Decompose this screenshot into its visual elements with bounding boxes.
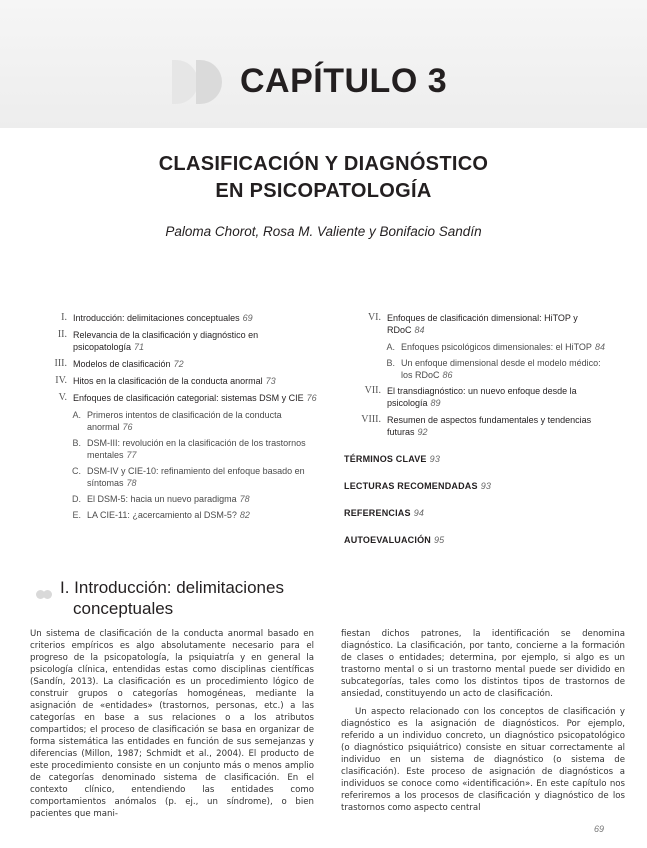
toc-item-text: DSM-III: revolución en la clasificación de los trastornos mentales (87, 438, 306, 460)
toc-item-page: 84 (594, 342, 605, 352)
toc-item-number: V. (58, 392, 67, 403)
toc-item-page: 73 (265, 376, 276, 386)
toc-item-text: Introducción: delimitaciones conceptuales (73, 313, 240, 323)
toc-item-page: 86 (442, 370, 453, 380)
toc-right (344, 312, 614, 561)
section-heading-line2: conceptuales (73, 599, 174, 618)
toc-heading-page: 94 (413, 508, 425, 518)
page-number: 69 (594, 824, 605, 834)
toc-heading-text: TÉRMINOS CLAVE (344, 454, 427, 464)
toc-item-text: LA CIE-11: ¿acercamiento al DSM-5? (87, 510, 237, 520)
toc-item-number: III. (54, 358, 67, 369)
chapter-title-line2: EN PSICOPATOLOGÍA (215, 180, 432, 202)
toc-heading-page: 93 (480, 481, 492, 491)
toc-item-number: D. (72, 494, 81, 504)
toc-item-number: IV. (55, 375, 67, 386)
toc-item-page: 71 (134, 342, 145, 352)
toc-item (344, 385, 614, 409)
toc-item-text: Un enfoque dimensional desde el modelo médico: los RDoC (401, 358, 601, 380)
toc-item-text: Relevancia de la clasificación y diagnóstico en psicopatología (73, 330, 259, 352)
toc-item-number: B. (72, 438, 81, 448)
toc-item-number: A. (386, 342, 395, 352)
paragraph: Un aspecto relacionado con los conceptos de clasificación y diagnóstico es la asignación de diagnósticos. Por ejemplo, referido a un individuo concreto, un diagnóstico psicopatológico (o diagnóstico psiquiátrico) consiste en situar correctamente al individuo en un sistema de diagnóstico (o sistema de clasificación). Este proceso de asignación de diagnósticos a individuos se conoce como «identificación». En este capítulo nos referiremos a los procesos de clasificación y diagnóstico de los trastornos como aspecto central (341, 707, 625, 813)
toc-item-page: 69 (242, 313, 253, 323)
toc-item (30, 437, 320, 461)
toc-item-number: A. (72, 410, 81, 420)
toc-item-text: El transdiagnóstico: un nuevo enfoque desde la psicología (387, 386, 577, 408)
toc-item (30, 392, 320, 404)
toc-item-text: El DSM-5: hacia un nuevo paradigma (87, 494, 237, 504)
toc-item-text: Modelos de clasificación (73, 359, 171, 369)
toc-heading-page: 95 (433, 535, 445, 545)
toc-item (30, 312, 320, 324)
toc-item-page: 89 (430, 398, 441, 408)
toc-item (30, 358, 320, 370)
toc-item-page: 78 (126, 478, 137, 488)
toc-item (344, 357, 614, 381)
toc-item-page: 76 (122, 422, 133, 432)
toc-item-text: DSM-IV y CIE-10: refinamiento del enfoque basado en síntomas (87, 466, 305, 488)
toc-heading (344, 534, 614, 546)
toc-heading (344, 507, 614, 519)
toc-item-text: Hitos en la clasificación de la conducta anormal (73, 376, 263, 386)
toc-item (344, 341, 614, 353)
toc-item-text: Resumen de aspectos fundamentales y tendencias futuras (387, 415, 592, 437)
toc-item-text: Primeros intentos de clasificación de la conducta anormal (87, 410, 282, 432)
section-heading-line1: I. Introducción: delimitaciones (60, 578, 284, 597)
toc-item-number: VI. (367, 312, 381, 323)
section-heading (60, 577, 340, 619)
toc-item (344, 312, 614, 336)
toc-item (30, 465, 320, 489)
toc-item-text: Enfoques de clasificación dimensional: HiTOP y RDoC (387, 313, 578, 335)
toc-left (30, 312, 320, 525)
chapter-title-line1: CLASIFICACIÓN Y DIAGNÓSTICO (158, 153, 489, 175)
toc-item-number: I. (61, 312, 67, 323)
toc-item-number: E. (72, 510, 81, 520)
toc-item-number: VIII. (361, 414, 381, 425)
chapter-title (0, 151, 647, 205)
toc-item-page: 82 (239, 510, 250, 520)
toc-item-page: 84 (414, 325, 425, 335)
toc-heading-page: 93 (429, 454, 441, 464)
toc-item-number: B. (386, 358, 395, 368)
toc-item-text: Enfoques de clasificación categorial: sistemas DSM y CIE (73, 393, 304, 403)
paragraph: fiestan dichos patrones, la identificación se denomina diagnóstico. La clasificación, por tanto, concierne a la formación de clases o entidades; determina, por ejemplo, si algo es un trastorno mental o si un trastorno mental puede ser dividido en subcategorías, tales como los distintos tipos de trastornos de ansiedad, constituyendo un acto de clasificación. (341, 629, 625, 699)
toc-heading-text: AUTOEVALUACIÓN (344, 535, 431, 545)
toc-item-number: II. (57, 329, 67, 340)
toc-item (30, 493, 320, 505)
toc-item (344, 414, 614, 438)
toc-item (30, 409, 320, 433)
toc-item-page: 92 (417, 427, 428, 437)
body-column-right (341, 628, 625, 820)
body-column-left (30, 628, 314, 826)
toc-item-page: 76 (306, 393, 317, 403)
toc-item (30, 509, 320, 521)
toc-heading-text: REFERENCIAS (344, 508, 411, 518)
paragraph: Un sistema de clasificación de la conducta anormal basado en criterios empíricos es algo absolutamente necesario para el progreso de la psicopatología, la psiquiatría y en general la psicología clínica, entendidas estas como disciplinas científicas (Sandín, 2013). La clasificación es un procedimiento lógico de construir grupos o categorías homogéneas, mediante la asignación de «entidades» (trastornos, personas, etc.) a las categorías en base a sus relaciones o a los atributos compartidos; el proceso de clasificación se basa en organizar de forma sistemática las entidades en función de sus semejanzas y diferencias (Millon, 1987; Schmidt et al., 2004). El producto de este procedimiento consiste en un conjunto más o menos amplio de categorías denominado sistema de clasificación. En el contexto clínico, entendiendo las entidades como comportamientos anómalos (p. ej., un síndrome), o bien pacientes que mani- (30, 629, 314, 819)
toc-item-number: VII. (364, 385, 381, 396)
toc-heading (344, 480, 614, 492)
toc-item-text: Enfoques psicológicos dimensionales: el HiTOP (401, 342, 592, 352)
toc-item-page: 77 (126, 450, 137, 460)
toc-item (30, 375, 320, 387)
toc-item-page: 72 (173, 359, 184, 369)
chapter-label: CAPÍTULO 3 (240, 62, 448, 100)
section-bullet-icon (36, 583, 50, 604)
toc-item-page: 78 (239, 494, 250, 504)
authors: Paloma Chorot, Rosa M. Valiente y Bonifacio Sandín (165, 224, 482, 239)
toc-item-number: C. (72, 466, 81, 476)
toc-heading-text: LECTURAS RECOMENDADAS (344, 481, 478, 491)
chapter-mark-icon (172, 60, 232, 104)
toc-item (30, 329, 320, 353)
toc-heading (344, 453, 614, 465)
